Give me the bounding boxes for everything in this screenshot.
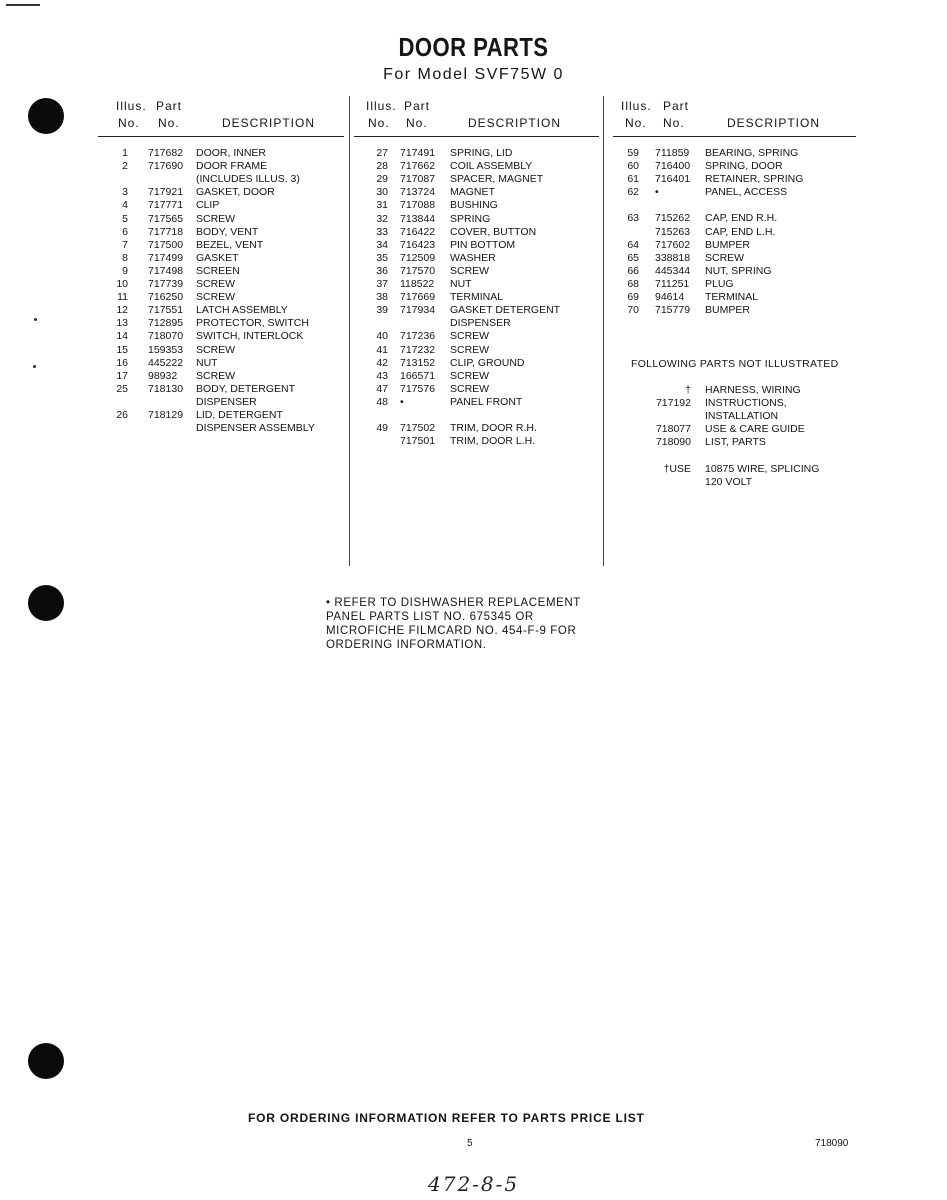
part-number: 718090	[655, 436, 691, 449]
ordering-footer: FOR ORDERING INFORMATION REFER TO PARTS PRICE LIST	[248, 1111, 645, 1125]
part-row	[613, 278, 856, 291]
part-description: DOOR FRAME	[196, 160, 268, 173]
part-row	[354, 226, 599, 239]
part-number: 717502	[400, 422, 436, 434]
part-row	[98, 383, 344, 396]
part-row	[354, 186, 599, 199]
part-description: NUT	[450, 278, 472, 290]
part-row	[354, 435, 599, 448]
part-no-header: No.	[158, 116, 180, 130]
part-row	[354, 344, 599, 357]
part-number: 712895	[148, 317, 184, 330]
part-number: •	[400, 395, 404, 408]
part-description: TRIM, DOOR R.H.	[450, 422, 537, 434]
part-number: 717771	[148, 199, 184, 212]
part-row	[354, 239, 599, 252]
illus-number: 13	[116, 317, 128, 330]
part-number: 713724	[400, 186, 436, 199]
part-description: SPRING, DOOR	[705, 160, 783, 173]
part-description: SCREW	[196, 291, 236, 304]
not-illustrated-row	[613, 410, 856, 423]
part-row	[98, 409, 344, 422]
part-header: Part	[156, 99, 183, 113]
part-description: COVER, BUTTON	[450, 225, 537, 238]
part-description: TERMINAL	[450, 291, 504, 304]
note-line: PANEL PARTS LIST NO. 675345 OR	[326, 611, 534, 623]
part-description: BODY, DETERGENT	[196, 382, 295, 395]
part-row	[613, 304, 856, 317]
illus-header: Illus.	[116, 99, 147, 113]
part-row	[613, 173, 856, 186]
part-description: PANEL, ACCESS	[705, 186, 788, 199]
parts-column-3	[613, 96, 856, 488]
part-row	[354, 330, 599, 343]
part-description: BUMPER	[705, 304, 750, 317]
part-description: SCREW	[450, 343, 490, 356]
part-description: DISPENSER	[450, 317, 511, 330]
illus-number: 8	[122, 251, 128, 264]
illus-number: 61	[627, 173, 639, 186]
illus-number: 68	[627, 277, 639, 290]
column-divider	[603, 96, 604, 566]
part-row	[98, 357, 344, 370]
part-description: COIL ASSEMBLY	[450, 160, 533, 173]
part-description: SCREW	[450, 330, 490, 343]
part-row	[354, 160, 599, 173]
illus-no-header: No.	[118, 116, 140, 130]
part-number: 118522	[400, 278, 435, 290]
illus-number: 16	[116, 356, 128, 369]
description-header: DESCRIPTION	[222, 116, 316, 130]
part-row	[354, 252, 599, 265]
part-description: RETAINER, SPRING	[705, 173, 804, 186]
part-number: †USE	[663, 462, 691, 475]
part-description: CAP, END R.H.	[705, 212, 778, 225]
part-row	[613, 147, 856, 160]
part-number: 716423	[400, 238, 436, 251]
illus-number: 25	[116, 382, 128, 395]
part-number: 717491	[400, 147, 436, 159]
part-description: BUSHING	[450, 199, 498, 212]
illus-no-header: No.	[625, 116, 647, 130]
part-description: PROTECTOR, SWITCH	[196, 317, 309, 330]
part-number: 717565	[148, 212, 184, 225]
part-number: 717690	[148, 160, 184, 173]
part-description: DISPENSER ASSEMBLY	[196, 422, 315, 435]
not-illustrated-row	[613, 397, 856, 410]
illus-number: 62	[627, 186, 639, 199]
illus-header: Illus.	[366, 99, 397, 113]
part-number: 717934	[400, 304, 436, 317]
illus-number: 36	[376, 264, 388, 277]
illus-number: 49	[376, 422, 388, 434]
illus-number: 31	[376, 199, 388, 212]
part-row	[613, 160, 856, 173]
part-number: 716250	[148, 291, 184, 304]
document-number: 718090	[815, 1138, 849, 1149]
part-description: PLUG	[705, 277, 734, 290]
illus-number: 34	[376, 238, 388, 251]
illus-number: 64	[627, 238, 639, 251]
part-row	[98, 147, 344, 160]
part-description: CAP, END L.H.	[705, 225, 776, 238]
part-description: PANEL FRONT	[450, 395, 523, 408]
part-number: 717602	[655, 238, 691, 251]
illus-number: 70	[627, 304, 639, 317]
part-header: Part	[404, 99, 431, 113]
part-number: 711859	[655, 147, 690, 159]
part-row	[613, 212, 856, 225]
illus-number: 66	[627, 264, 639, 277]
part-description: LATCH ASSEMBLY	[196, 304, 288, 317]
part-description: CLIP	[196, 199, 220, 212]
part-number: 717499	[148, 251, 184, 264]
illus-number: 15	[116, 343, 128, 356]
scan-speck	[34, 318, 37, 321]
part-number: 445344	[655, 264, 691, 277]
part-number: 715263	[655, 225, 691, 238]
part-description: DOOR, INNER	[196, 147, 267, 159]
part-number: 712509	[400, 251, 436, 264]
part-number: 159353	[148, 343, 184, 356]
part-row	[98, 160, 344, 173]
illus-number: 5	[122, 212, 128, 225]
note-line: ORDERING INFORMATION.	[326, 639, 487, 651]
part-number: 94614	[655, 291, 685, 303]
part-number: 717570	[400, 264, 436, 277]
part-description: SCREW	[196, 369, 236, 382]
binder-hole	[28, 98, 64, 134]
illus-number: 29	[376, 173, 388, 186]
part-number: 717669	[400, 291, 436, 304]
part-row	[354, 304, 599, 317]
part-row	[354, 213, 599, 226]
illus-number: 69	[627, 291, 639, 303]
part-number: 717921	[148, 186, 184, 199]
part-number: 717576	[400, 382, 436, 395]
part-row	[613, 265, 856, 278]
illus-number: 47	[376, 382, 388, 395]
part-description: DISPENSER	[196, 395, 257, 408]
part-number: 717551	[148, 304, 184, 317]
illus-number: 41	[376, 343, 388, 356]
part-description: SWITCH, INTERLOCK	[196, 330, 304, 343]
part-row	[354, 370, 599, 383]
part-number: 715262	[655, 212, 691, 225]
part-row	[98, 422, 344, 435]
part-description: BEARING, SPRING	[705, 147, 799, 159]
illus-number: 14	[116, 330, 128, 343]
binder-hole	[28, 1043, 64, 1079]
part-number: 717192	[655, 397, 691, 410]
part-description: SCREW	[450, 264, 490, 277]
part-description: USE & CARE GUIDE	[705, 423, 805, 436]
illus-number: 17	[116, 369, 128, 382]
part-header: Part	[663, 99, 690, 113]
part-description: WASHER	[450, 251, 496, 264]
part-row	[613, 291, 856, 304]
part-number: 718070	[148, 330, 184, 343]
part-description: HARNESS, WIRING	[705, 384, 801, 396]
part-number: 716422	[400, 225, 436, 238]
part-row	[613, 252, 856, 265]
part-number: 713844	[400, 212, 436, 225]
part-description: INSTRUCTIONS,	[705, 397, 787, 410]
part-number: 717087	[400, 173, 436, 186]
part-description: NUT	[196, 356, 218, 369]
illus-number: 7	[122, 238, 128, 251]
part-number: •	[655, 186, 659, 199]
illus-number: 38	[376, 291, 388, 304]
part-row	[613, 186, 856, 199]
illus-number: 10	[116, 278, 128, 290]
part-row	[98, 370, 344, 383]
part-row	[98, 239, 344, 252]
part-row	[98, 278, 344, 291]
page-title: DOOR PARTS	[398, 32, 549, 62]
part-row	[98, 252, 344, 265]
part-description: 120 VOLT	[705, 475, 753, 488]
handwritten-note: 472-8-5	[428, 1172, 520, 1196]
part-description: SCREW	[196, 343, 236, 356]
part-number: 717662	[400, 160, 436, 173]
parts-column-1	[98, 96, 344, 435]
illus-number: 39	[376, 304, 388, 317]
ordering-note	[326, 596, 604, 652]
part-row	[98, 344, 344, 357]
part-row	[354, 291, 599, 304]
part-row	[98, 173, 344, 186]
not-illustrated-row	[613, 463, 856, 476]
part-number: 98932	[148, 369, 178, 382]
part-number: 717232	[400, 343, 436, 356]
illus-number: 60	[627, 160, 639, 173]
part-description: TERMINAL	[705, 291, 759, 303]
column-divider	[349, 96, 350, 566]
part-description: BUMPER	[705, 238, 750, 251]
part-row	[354, 147, 599, 160]
part-row	[98, 265, 344, 278]
part-description: MAGNET	[450, 186, 495, 199]
note-line: • REFER TO DISHWASHER REPLACEMENT	[326, 597, 581, 609]
part-number: 717501	[400, 435, 436, 448]
part-number: 717500	[148, 238, 184, 251]
part-description: SPRING, LID	[450, 147, 513, 159]
part-description: TRIM, DOOR L.H.	[450, 435, 536, 448]
part-description: GASKET DETERGENT	[450, 304, 561, 317]
column-header	[98, 96, 344, 137]
part-description: GASKET, DOOR	[196, 186, 275, 199]
illus-number: 1	[122, 147, 128, 159]
part-number: 717498	[148, 264, 184, 277]
part-number: 338818	[655, 251, 691, 264]
illus-number: 32	[376, 212, 388, 225]
part-row	[354, 317, 599, 330]
part-no-header: No.	[406, 116, 428, 130]
parts-column-2	[354, 96, 599, 448]
illus-number: 42	[376, 356, 388, 369]
page-number: 5	[467, 1138, 473, 1149]
not-illustrated-row	[613, 423, 856, 436]
part-row	[98, 304, 344, 317]
part-number: 718129	[148, 409, 184, 421]
illus-number: 26	[116, 409, 128, 421]
part-number: 715779	[655, 304, 691, 317]
part-description: BODY, VENT	[196, 225, 259, 238]
part-description: SPRING	[450, 212, 491, 225]
part-number: 713152	[400, 356, 436, 369]
part-number: 716401	[655, 173, 691, 186]
illus-number: 59	[627, 147, 639, 159]
column-header	[613, 96, 856, 137]
illus-number: 35	[376, 251, 388, 264]
part-no-header: No.	[663, 116, 685, 130]
part-number: 718077	[655, 423, 691, 436]
not-illustrated-row	[613, 476, 856, 489]
part-description: SCREW	[450, 382, 490, 395]
part-row	[98, 291, 344, 304]
part-number: 711251	[655, 277, 690, 290]
illus-number: 65	[627, 251, 639, 264]
binder-hole	[28, 585, 64, 621]
illus-number: 28	[376, 160, 388, 173]
part-row	[98, 317, 344, 330]
illus-number: 30	[376, 186, 388, 199]
part-description: LIST, PARTS	[705, 436, 766, 449]
part-row	[98, 199, 344, 212]
part-description: SCREW	[450, 369, 490, 382]
part-row	[98, 226, 344, 239]
part-number: †	[685, 384, 691, 396]
part-row	[613, 226, 856, 239]
part-description: INSTALLATION	[705, 410, 779, 423]
illus-number: 33	[376, 225, 388, 238]
illus-number: 12	[116, 304, 128, 317]
part-number: 717682	[148, 147, 184, 159]
part-row	[354, 199, 599, 212]
part-description: GASKET	[196, 251, 239, 264]
part-number: 716400	[655, 160, 691, 173]
illus-number: 48	[376, 395, 388, 408]
part-description: LID, DETERGENT	[196, 409, 283, 421]
illus-number: 27	[376, 147, 388, 159]
part-row	[98, 213, 344, 226]
part-number: 718130	[148, 382, 184, 395]
illus-number: 11	[117, 291, 128, 304]
illus-number: 63	[627, 212, 639, 225]
part-description: CLIP, GROUND	[450, 356, 525, 369]
illus-number: 3	[122, 186, 128, 199]
part-row	[354, 422, 599, 435]
not-illustrated-row	[613, 384, 856, 397]
illus-no-header: No.	[368, 116, 390, 130]
not-illustrated-row	[613, 436, 856, 449]
description-header: DESCRIPTION	[727, 116, 821, 130]
illus-number: 4	[122, 199, 128, 212]
part-number: 717088	[400, 199, 436, 212]
model-subtitle: For Model SVF75W 0	[383, 66, 564, 83]
part-row	[354, 278, 599, 291]
part-row	[354, 383, 599, 396]
illus-number: 2	[122, 160, 128, 173]
part-description: (INCLUDES ILLUS. 3)	[196, 173, 300, 186]
part-row	[613, 239, 856, 252]
part-number: 717236	[400, 330, 436, 343]
scan-speck	[33, 365, 36, 368]
part-row	[354, 265, 599, 278]
part-description: SCREW	[705, 251, 745, 264]
illus-number: 40	[376, 330, 388, 343]
part-row	[98, 396, 344, 409]
part-row	[98, 186, 344, 199]
part-description: SCREEN	[196, 264, 240, 277]
part-description: BEZEL, VENT	[196, 238, 264, 251]
part-row	[354, 357, 599, 370]
part-description: 10875 WIRE, SPLICING	[705, 462, 820, 475]
illus-number: 43	[376, 369, 388, 382]
part-number: 445222	[148, 356, 184, 369]
illus-number: 37	[376, 278, 388, 290]
note-line: MICROFICHE FILMCARD NO. 454-F-9 FOR	[326, 625, 577, 637]
part-description: SCREW	[196, 278, 236, 290]
part-description: SPACER, MAGNET	[450, 173, 544, 186]
part-row	[354, 396, 599, 409]
part-description: PIN BOTTOM	[450, 238, 516, 251]
part-number: 717739	[148, 278, 184, 290]
part-description: NUT, SPRING	[705, 264, 772, 277]
part-row	[98, 330, 344, 343]
illus-number: 9	[122, 264, 128, 277]
part-description: SCREW	[196, 212, 236, 225]
part-number: 717718	[148, 225, 184, 238]
column-header	[354, 96, 599, 137]
illus-header: Illus.	[621, 99, 652, 113]
description-header: DESCRIPTION	[468, 116, 562, 130]
not-illustrated-heading: FOLLOWING PARTS NOT ILLUSTRATED	[631, 358, 839, 370]
top-edge-mark	[6, 4, 40, 6]
part-row	[354, 173, 599, 186]
part-number: 166571	[400, 369, 436, 382]
illus-number: 6	[122, 225, 128, 238]
